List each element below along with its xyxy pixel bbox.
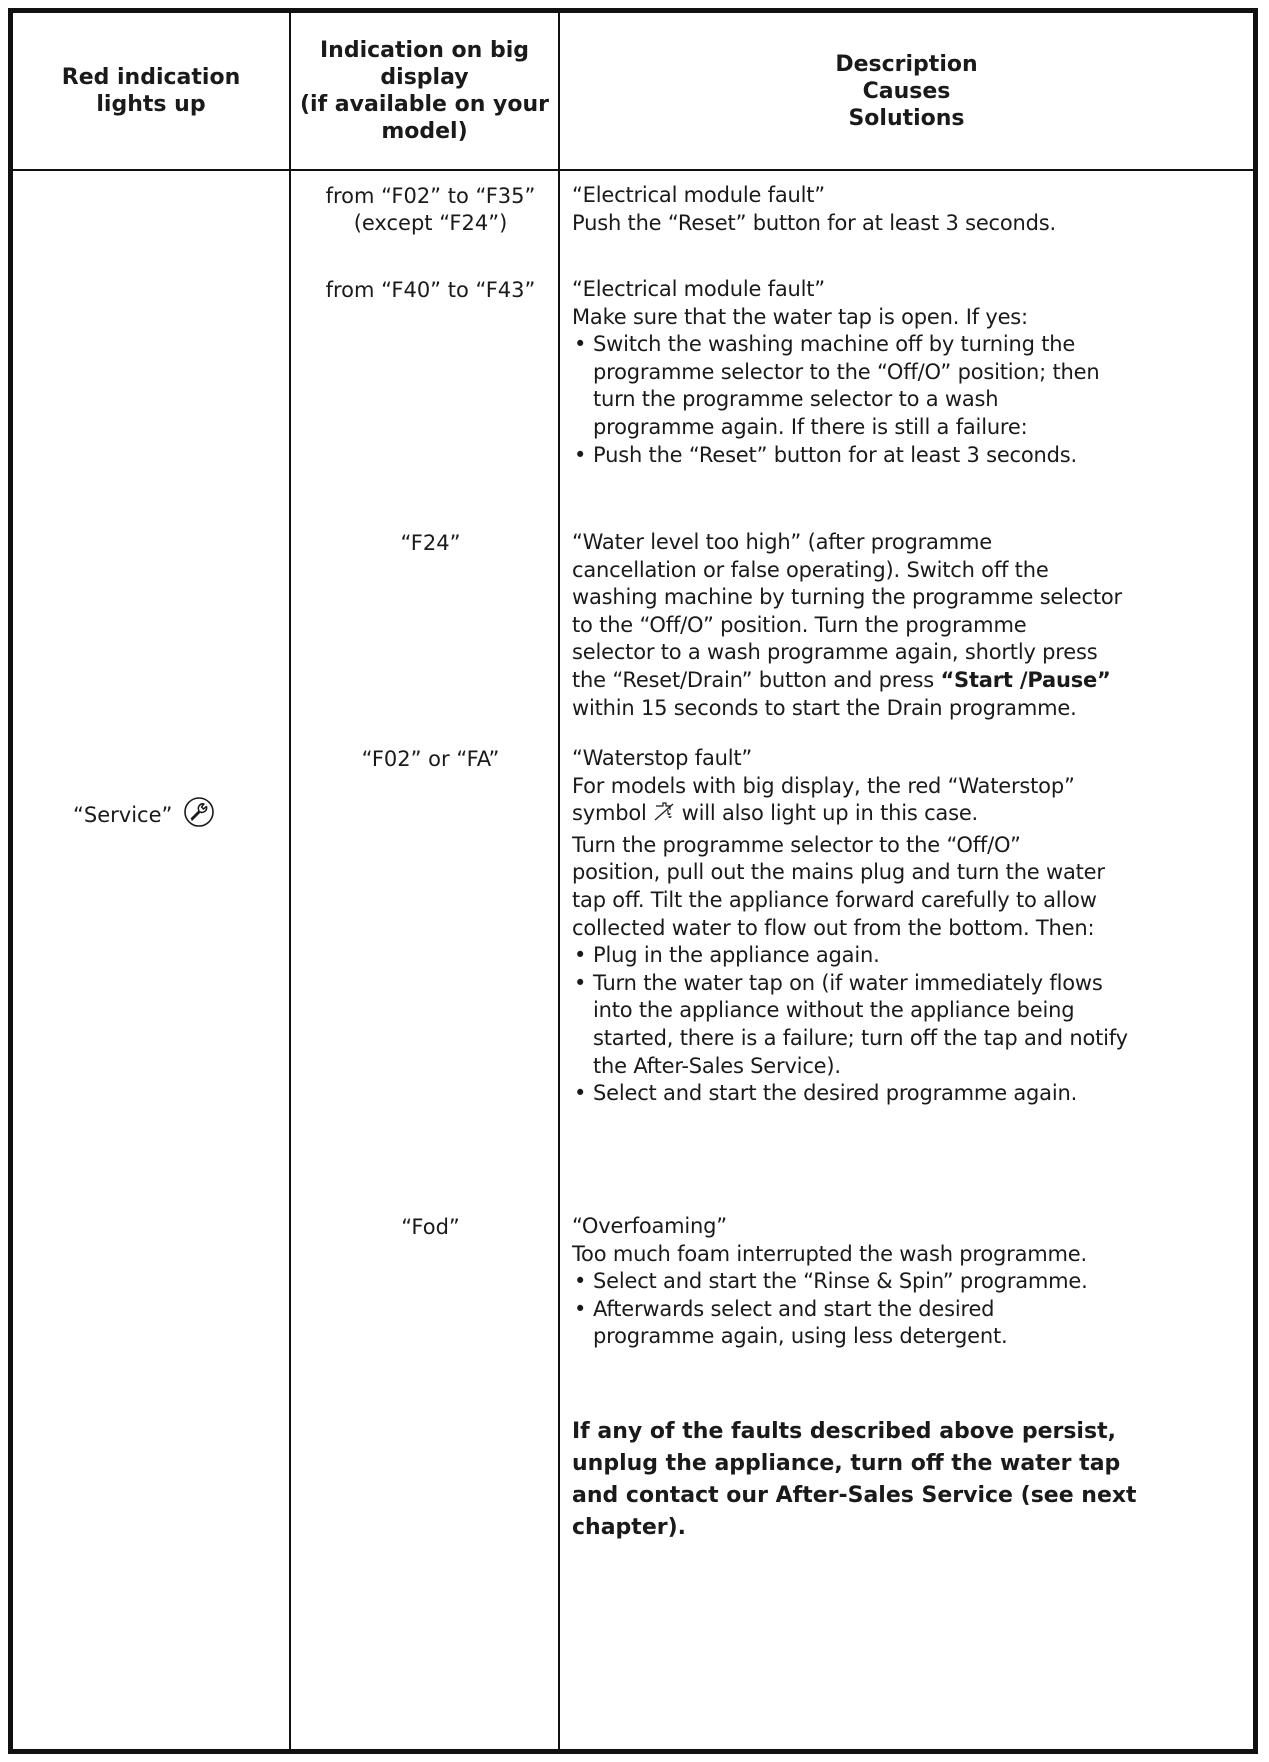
description-line: within 15 seconds to start the Drain programme.: [572, 695, 1077, 720]
header-text: Causes: [862, 78, 951, 104]
service-indication: [73, 795, 216, 834]
bullet-item: • Select and start the desired programme again.: [574, 1081, 1078, 1106]
header-text: lights up: [96, 92, 206, 117]
indication-cell: [302, 277, 559, 304]
final-note-line: unplug the appliance, turn off the water tap: [572, 1451, 1121, 1476]
header-red-indication: [13, 13, 289, 169]
bullet-item: • Turn the water tap on (if water immediately flows: [574, 970, 1103, 995]
description-line: collected water to flow out from the bottom. Then:: [572, 915, 1095, 940]
description-cell: [572, 1213, 1255, 1351]
description-cell: [572, 182, 1255, 237]
fault-title: “Waterstop fault”: [572, 746, 753, 770]
final-note: [572, 1416, 1255, 1544]
bullet-continuation: the After-Sales Service).: [593, 1053, 841, 1078]
description-line: Turn the programme selector to the “Off/O”: [572, 832, 1021, 857]
header-text: model): [381, 119, 468, 144]
bullet-continuation: programme selector to the “Off/O” position; then: [593, 359, 1100, 384]
wrench-icon: [182, 795, 216, 834]
header-text: Solutions: [848, 105, 965, 131]
bullet-item: • Select and start the “Rinse & Spin” programme.: [574, 1269, 1088, 1294]
indication-cell: [302, 530, 559, 557]
bullet-continuation: programme again. If there is still a failure:: [593, 414, 1028, 439]
description-line: cancellation or false operating). Switch off the: [572, 557, 1049, 582]
indication-code: “F02” or “FA”: [361, 747, 500, 771]
indication-cell: [302, 1214, 559, 1241]
header-text: Red indication: [61, 65, 241, 90]
description-line: Push the “Reset” button for at least 3 seconds.: [572, 210, 1057, 235]
service-label: “Service”: [73, 802, 173, 827]
header-divider: [13, 169, 1253, 171]
final-note-line: If any of the faults described above persist,: [572, 1419, 1116, 1444]
final-note-line: chapter).: [572, 1515, 686, 1540]
header-description: [560, 13, 1253, 169]
header-big-display: [291, 13, 558, 169]
fault-title: “Electrical module fault”: [572, 277, 825, 301]
bullet-item: • Plug in the appliance again.: [574, 943, 880, 968]
bullet-continuation: into the appliance without the appliance being: [593, 998, 1075, 1023]
description-cell: [572, 745, 1255, 1108]
description-line: position, pull out the mains plug and turn the water: [572, 860, 1105, 885]
bullet-item: • Afterwards select and start the desired: [574, 1296, 995, 1321]
header-text: Description: [835, 51, 978, 77]
final-note-line: and contact our After-Sales Service (see next: [572, 1483, 1137, 1508]
description-line: the “Reset/Drain” button and press “Start /Pause”: [572, 667, 1111, 692]
description-line: Make sure that the water tap is open. If yes:: [572, 304, 1028, 329]
indication-code: “F24”: [400, 531, 461, 555]
waterstop-icon: [653, 800, 675, 832]
fault-title: “Electrical module fault”: [572, 183, 825, 207]
description-line: to the “Off/O” position. Turn the programme: [572, 612, 1027, 637]
description-line: washing machine by turning the programme selector: [572, 585, 1122, 610]
indication-cell: [302, 746, 559, 773]
fault-table: [8, 8, 1258, 1754]
bullet-continuation: turn the programme selector to a wash: [593, 387, 999, 412]
description-line: symbol will also light up in this case.: [572, 800, 1255, 832]
indication-code: from “F40” to “F43”: [325, 278, 536, 302]
indication-cell: [302, 183, 559, 237]
start-pause-label: “Start /Pause”: [940, 667, 1111, 692]
description-line: Too much foam interrupted the wash programme.: [572, 1241, 1087, 1266]
header-text: display: [380, 65, 469, 90]
header-text: (if available on your: [299, 92, 550, 117]
indication-code: “Fod”: [401, 1215, 460, 1239]
fault-title: “Overfoaming”: [572, 1214, 727, 1238]
description-line: tap off. Tilt the appliance forward carefully to allow: [572, 887, 1097, 912]
bullet-item: • Push the “Reset” button for at least 3 seconds.: [574, 442, 1078, 467]
column-divider: [558, 13, 560, 1749]
description-cell: [572, 529, 1255, 722]
description-line: selector to a wash programme again, shortly press: [572, 640, 1098, 665]
header-text: Indication on big: [320, 38, 529, 63]
description-cell: [572, 276, 1255, 469]
indication-code: from “F02” to “F35”: [325, 184, 536, 208]
description-line: For models with big display, the red “Waterstop”: [572, 773, 1075, 798]
bullet-continuation: started, there is a failure; turn off the tap and notify: [593, 1025, 1128, 1050]
indication-code: (except “F24”): [353, 211, 508, 235]
bullet-item: • Switch the washing machine off by turning the: [574, 332, 1076, 357]
bullet-continuation: programme again, using less detergent.: [593, 1324, 1008, 1349]
description-line: “Water level too high” (after programme: [572, 530, 992, 554]
column-divider: [289, 13, 291, 1749]
